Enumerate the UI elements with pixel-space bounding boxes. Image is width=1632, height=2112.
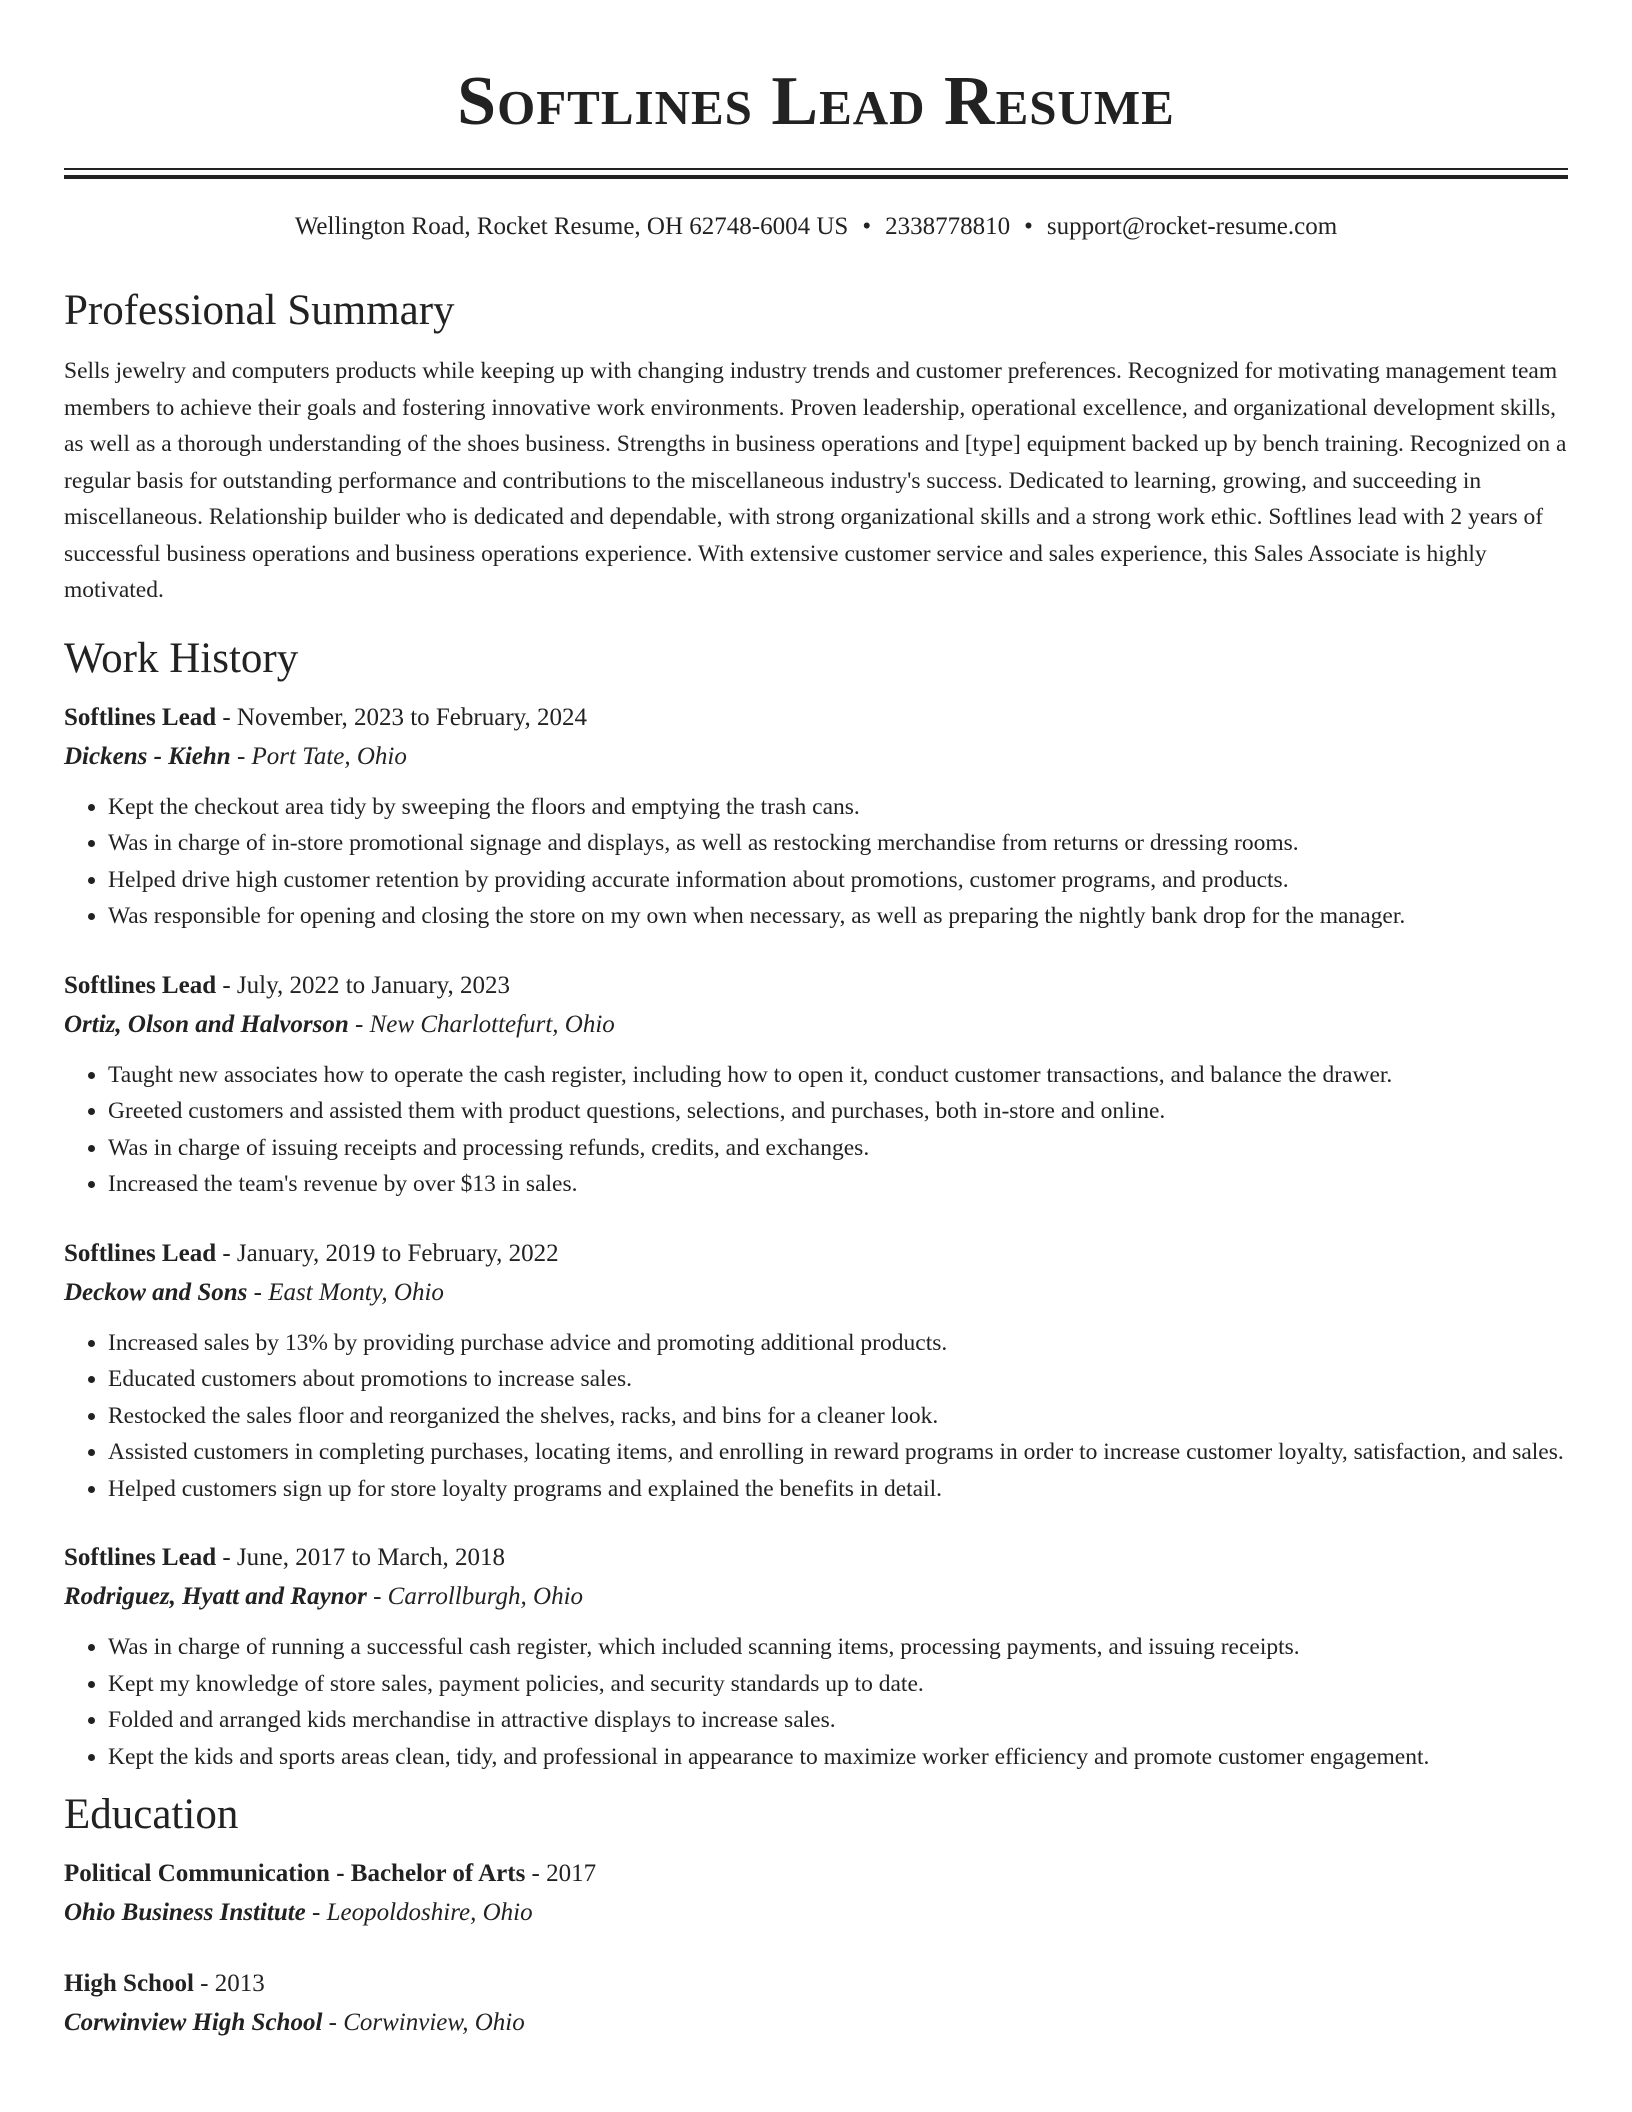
job-dates: - June, 2017 to March, 2018: [216, 1544, 505, 1571]
job-bullet: • Was in charge of issuing receipts and processing refunds, credits, and exchanges.: [108, 1130, 1568, 1167]
education-entry: [64, 1965, 1568, 2043]
job-bullet: • Increased sales by 13% by providing purchase advice and promoting additional products.: [108, 1325, 1568, 1362]
education-year: - 2017: [525, 1860, 597, 1887]
education-location: - Leopoldoshire, Ohio: [305, 1899, 533, 1926]
education-school-line: [64, 1893, 1568, 1933]
contact-line: [64, 209, 1568, 245]
job-title-line: [64, 1539, 1568, 1577]
job-location: - Port Tate, Ohio: [230, 742, 407, 770]
education-heading: Education: [64, 1791, 239, 1838]
resume-page: [64, 0, 1568, 2043]
job-company-line: [64, 1273, 1568, 1313]
job-entry: [64, 699, 1568, 935]
job-title-line: [64, 1235, 1568, 1273]
job-bullet: • Assisted customers in completing purchases, locating items, and enrolling in reward programs in order to increase customer loyalty, satisfaction, and sales.: [108, 1434, 1568, 1471]
summary-text: Sells jewelry and computers products while keeping up with changing industry trends and customer preferences. Recognized for motivating management team members to achieve their goals and fostering innovative work environments. Proven leadership, operational excellence, and organizational development skills, as well as a thorough understanding of the shoes business. Strengths in business operations and [type] equipment backed up by bench training. Recognized on a regular basis for outstanding performance and contributions to the miscellaneous industry's success. Dedicated to learning, growing, and succeeding in miscellaneous. Relationship builder who is dedicated and dependable, with strong organizational skills and a strong work ethic. Softlines lead with 2 years of successful business operations and business operations experience. With extensive customer service and sales experience, this Sales Associate is highly motivated.: [64, 358, 1567, 603]
education-entry: [64, 1855, 1568, 1933]
job-bullet: • Greeted customers and assisted them with product questions, selections, and purchases, both in-store and online.: [108, 1093, 1568, 1130]
education-degree-line: [64, 1965, 1568, 2003]
job-bullet: • Kept my knowledge of store sales, payment policies, and security standards up to date.: [108, 1666, 1568, 1703]
resume-title: Softlines Lead Resume: [457, 63, 1175, 140]
job-dates: - January, 2019 to February, 2022: [216, 1239, 559, 1267]
education-degree-line: [64, 1855, 1568, 1893]
education-location: - Corwinview, Ohio: [322, 2009, 525, 2036]
education-year: - 2013: [193, 1970, 265, 1997]
job-entry: [64, 1235, 1568, 1508]
job-company: Dickens - Kiehn: [64, 742, 231, 770]
job-bullets: [64, 1057, 1568, 1203]
job-company-line: [64, 1005, 1568, 1045]
job-title: Softlines Lead: [64, 971, 217, 999]
job-bullets: [64, 1325, 1568, 1508]
job-bullet: • Was responsible for opening and closing the store on my own when necessary, as well as preparing the nightly bank drop for the manager.: [108, 898, 1568, 935]
job-dates: - November, 2023 to February, 2024: [216, 703, 588, 731]
job-bullets: [64, 1629, 1568, 1775]
job-bullet: • Folded and arranged kids merchandise in attractive displays to increase sales.: [108, 1702, 1568, 1739]
education-degree: High School: [64, 1970, 194, 1997]
job-location: - New Charlottefurt, Ohio: [348, 1010, 615, 1038]
job-title: Softlines Lead: [64, 703, 217, 731]
job-title-line: [64, 699, 1568, 737]
job-bullet: • Increased the team's revenue by over $13 in sales.: [108, 1166, 1568, 1203]
job-location: - Carrollburgh, Ohio: [366, 1583, 584, 1610]
education-school-line: [64, 2003, 1568, 2043]
job-bullets: [64, 789, 1568, 935]
education-school: Ohio Business Institute: [64, 1899, 306, 1926]
job-entry: [64, 967, 1568, 1203]
job-title-line: [64, 967, 1568, 1005]
contact-email[interactable]: support@rocket-resume.com: [1046, 213, 1338, 240]
job-location: - East Monty, Ohio: [247, 1278, 444, 1306]
education-degree: Political Communication - Bachelor of Arts: [64, 1860, 526, 1887]
work-history-heading: Work History: [64, 634, 299, 682]
summary-heading: Professional Summary: [64, 287, 455, 334]
education-school: Corwinview High School: [64, 2009, 323, 2036]
job-bullet: • Educated customers about promotions to increase sales.: [108, 1361, 1568, 1398]
job-bullet: • Was in charge of running a successful cash register, which included scanning items, processing payments, and issuing receipts.: [108, 1629, 1568, 1666]
contact-separator: •: [1024, 213, 1033, 240]
job-entry: [64, 1539, 1568, 1775]
job-company: Deckow and Sons: [64, 1278, 248, 1306]
job-bullet: • Helped drive high customer retention by providing accurate information about promotions, customer programs, and products.: [108, 862, 1568, 899]
contact-address: Wellington Road, Rocket Resume, OH 62748-6004 US: [294, 213, 849, 240]
contact-separator: •: [862, 213, 872, 240]
job-title: Softlines Lead: [64, 1239, 217, 1267]
job-bullet: • Taught new associates how to operate the cash register, including how to open it, conduct customer transactions, and balance the drawer.: [108, 1057, 1568, 1094]
job-company: Ortiz, Olson and Halvorson: [64, 1010, 349, 1038]
contact-phone: 2338778810: [885, 213, 1011, 240]
job-dates: - July, 2022 to January, 2023: [216, 971, 511, 999]
job-bullet: • Kept the kids and sports areas clean, tidy, and professional in appearance to maximize worker efficiency and promote customer engagement.: [108, 1739, 1568, 1776]
job-title: Softlines Lead: [64, 1544, 217, 1571]
job-bullet: • Was in charge of in-store promotional signage and displays, as well as restocking merchandise from returns or dressing rooms.: [108, 825, 1568, 862]
job-company-line: [64, 737, 1568, 777]
title-double-rule: [64, 168, 1568, 179]
job-company-line: [64, 1577, 1568, 1617]
job-bullet: • Helped customers sign up for store loyalty programs and explained the benefits in detail.: [108, 1471, 1568, 1508]
job-company: Rodriguez, Hyatt and Raynor: [64, 1583, 367, 1610]
job-bullet: • Restocked the sales floor and reorganized the shelves, racks, and bins for a cleaner look.: [108, 1398, 1568, 1435]
job-bullet: • Kept the checkout area tidy by sweeping the floors and emptying the trash cans.: [108, 789, 1568, 826]
